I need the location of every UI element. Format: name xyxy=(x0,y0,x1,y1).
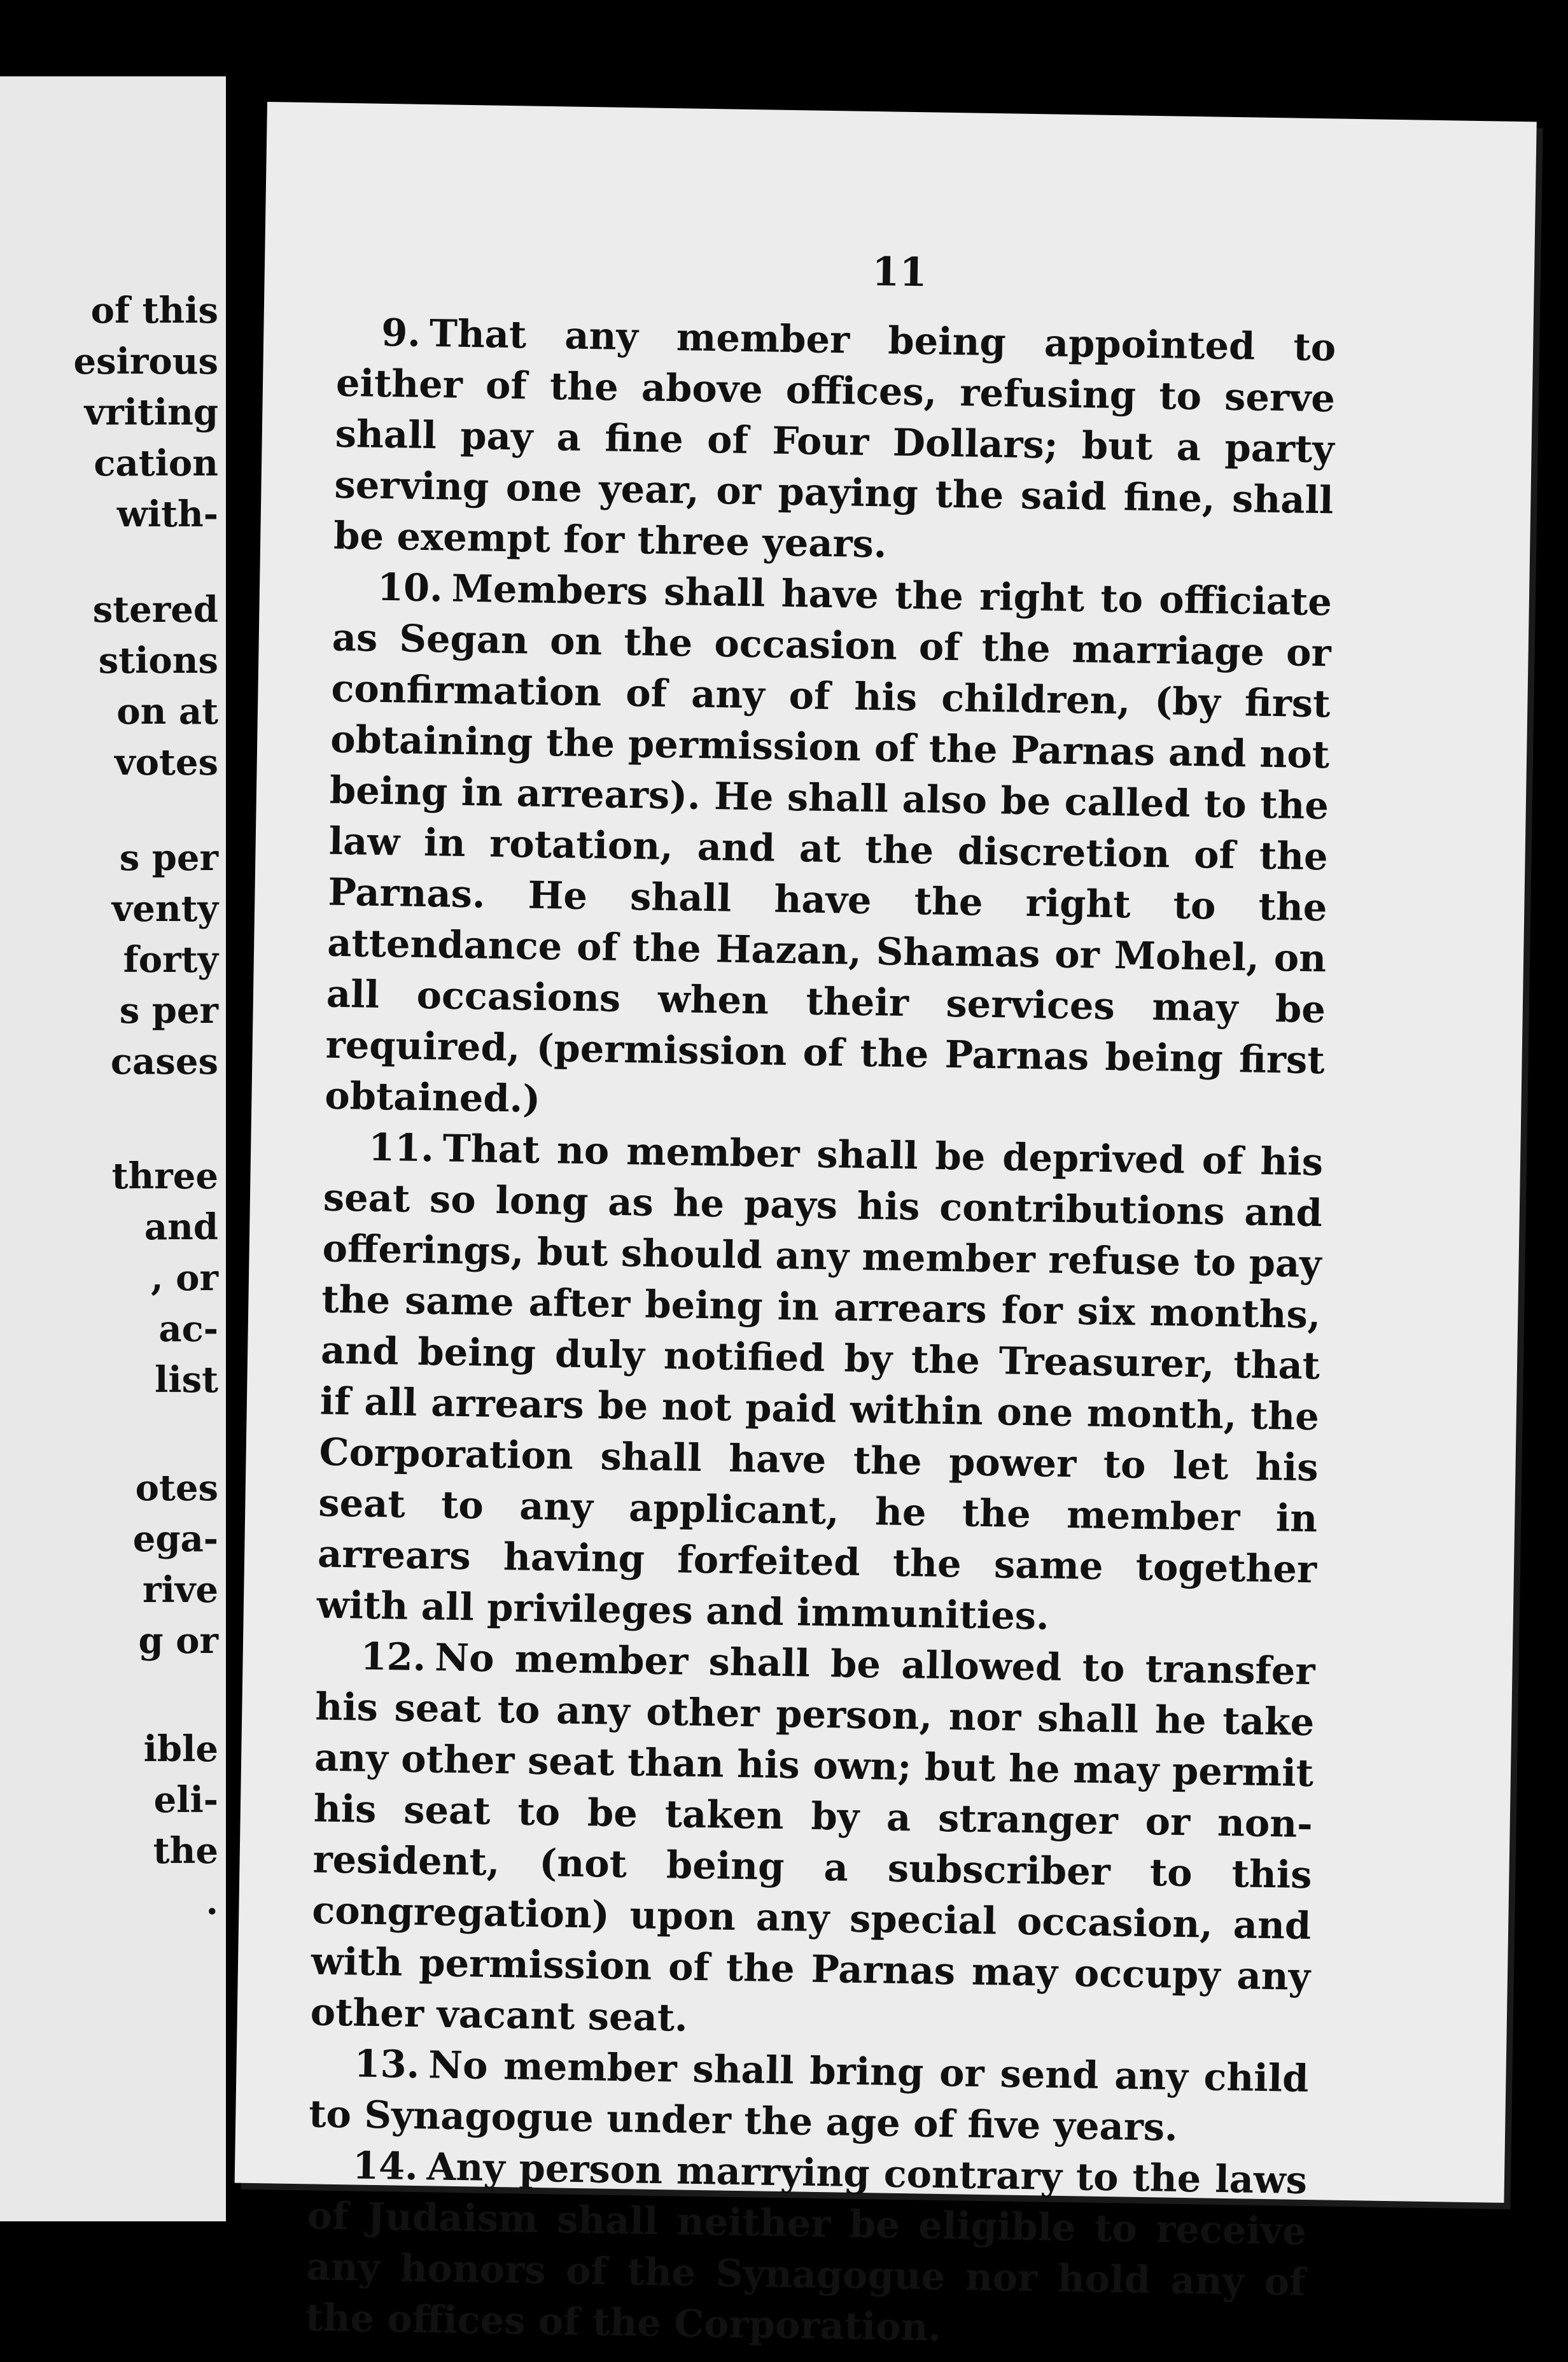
paragraph-number: 14. xyxy=(352,2143,419,2189)
left-fragment: cases xyxy=(110,1041,218,1083)
left-fragment: forty xyxy=(123,939,218,981)
left-fragment: and xyxy=(144,1206,218,1248)
page-number: 11 xyxy=(871,248,928,296)
paragraph-number: 9. xyxy=(381,310,421,355)
left-fragment: votes xyxy=(115,742,218,784)
left-fragment: stered xyxy=(92,589,218,631)
left-fragment: , or xyxy=(151,1257,218,1299)
paragraph xyxy=(316,1121,1323,1647)
paragraph-number: 10. xyxy=(377,565,444,610)
left-fragment: ega- xyxy=(132,1518,218,1560)
left-fragment: with- xyxy=(116,493,218,535)
left-page-fragment xyxy=(0,76,226,2221)
paragraph-text: No member shall be allowed to transfer his seat to any other person, nor shall he take any other seat than his own; but he may permit his seat to be taken by a stranger or non-resident, (not being a subscriber to this congregation) upon any special occasion, and with permission of the Parnas may occupy any other vacant seat. xyxy=(310,1635,1316,2040)
left-fragment: esirous xyxy=(73,341,218,383)
left-fragment: vriting xyxy=(84,391,218,433)
left-fragment: cation xyxy=(94,442,218,484)
left-fragment: venty xyxy=(111,888,218,930)
left-fragment: three xyxy=(111,1155,218,1197)
body-text xyxy=(305,307,1336,2359)
paragraph-number: 11. xyxy=(368,1125,435,1170)
paragraph-number: 12. xyxy=(360,1634,426,1680)
paragraph-text: Members shall have the right to officiate as Segan on the occasion of the marriage or confirmation of any of his children, (by first obtaining the permission of the Parnas and not being in arrears). He shall also be called to the law in rotation, and at the discretion of the Parnas. He shall have the right to the attendance of the Hazan, Shamas or Mohel, on all occasions when their services may be required, (permission of the Parnas being first obtained.) xyxy=(324,566,1333,1121)
paragraph-number: 13. xyxy=(354,2041,420,2087)
left-fragment: stions xyxy=(98,640,218,682)
page xyxy=(235,102,1537,2350)
left-fragment: s per xyxy=(119,990,218,1032)
paragraph xyxy=(310,1631,1315,2054)
left-fragment: g or xyxy=(138,1620,218,1662)
left-fragment: s per xyxy=(119,837,218,879)
paragraph-text: That no member shall be deprived of his seat so long as he pays his contributions and offerings, but should any member refuse to pay the same after being in arrears for six months, and being duly notified by the Treasurer, that if all arrears be not paid within one month, the Corporation shall have the power to let his seat to any applicant, he the member in arrears having forfeited the same together with all privileges and immunities. xyxy=(316,1126,1324,1638)
left-fragment: rive xyxy=(143,1569,218,1611)
left-fragment: ac- xyxy=(158,1308,218,1350)
left-fragment: on at xyxy=(116,691,218,733)
left-fragment: list xyxy=(155,1359,218,1401)
paragraph xyxy=(325,561,1333,1137)
left-fragment: ible xyxy=(143,1728,218,1770)
paragraph xyxy=(309,2037,1309,2155)
paragraph-text: No member shall bring or send any child to Synagogue under the age of five years. xyxy=(308,2042,1309,2149)
paragraph-text: Any person marrying contrary to the laws of Judaism shall neither be eligible to receive any honors of the Synagogue nor hold any of the offices of the Corporation. xyxy=(305,2144,1308,2350)
paragraph-text: That any member being appointed to either of the above offices, refusing to serve shall pay a fine of Four Dollars; but a party serving one year, or paying the said fine, shall be exempt for three years. xyxy=(333,311,1336,566)
paragraph xyxy=(305,2139,1308,2359)
paragraph xyxy=(333,307,1336,577)
left-fragment: the xyxy=(153,1830,218,1872)
left-fragment: eli- xyxy=(153,1779,218,1821)
left-fragment: . xyxy=(206,1881,218,1923)
left-fragment: of this xyxy=(90,290,218,332)
left-fragment: otes xyxy=(135,1467,218,1509)
